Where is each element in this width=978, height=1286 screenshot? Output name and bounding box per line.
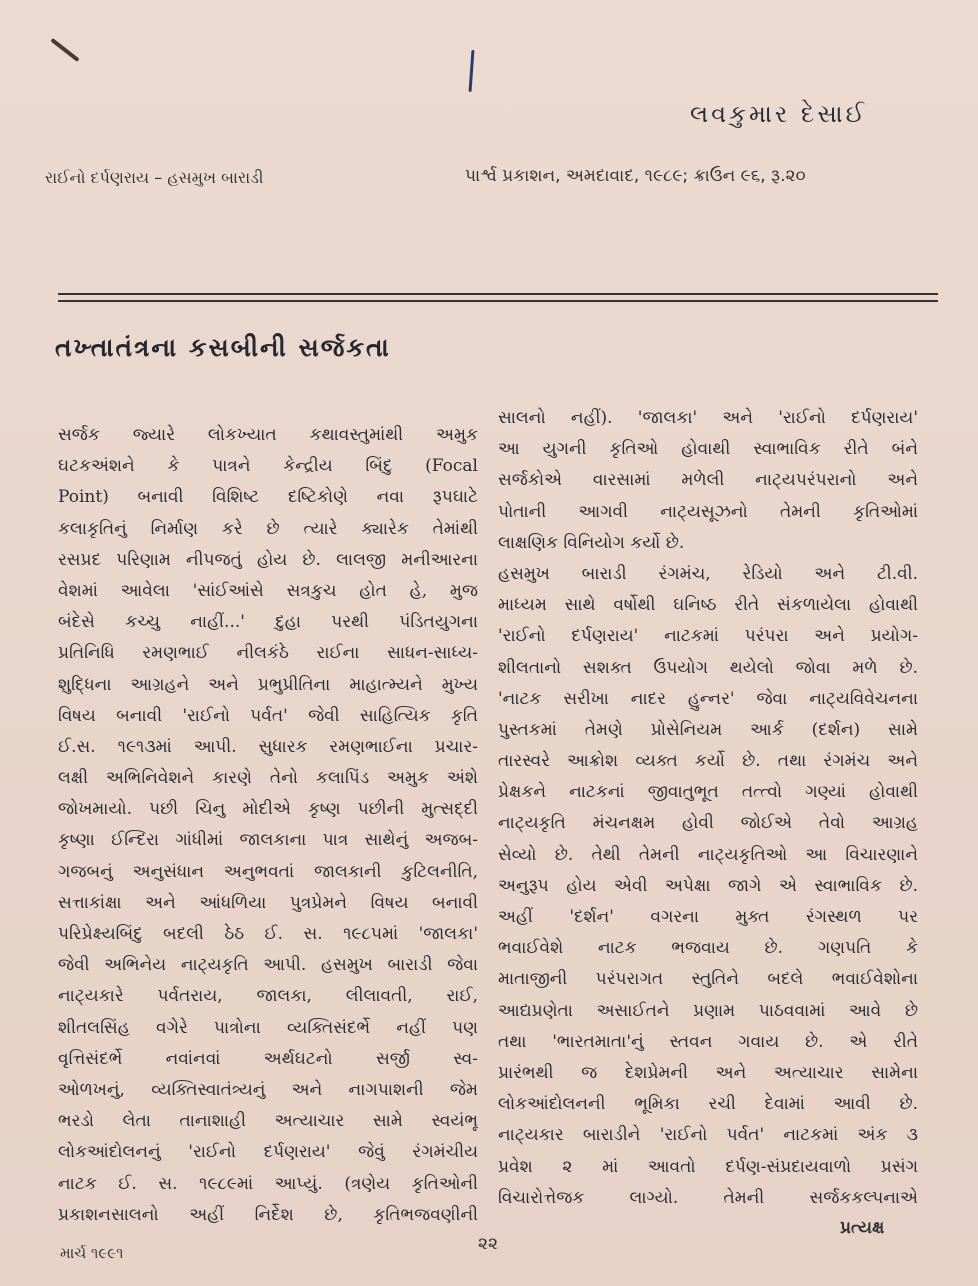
text-line: Point) બનાવી વિશિષ્ટ દષ્ટિકોણે નવા રૂપઘાટે [58, 487, 478, 508]
text-line: લોકઆંદોલનની ભૂમિકા રચી દેવામાં આવી છે. [498, 1094, 918, 1115]
text-line: ભવાઈવેશે નાટક ભજવાય છે. ગણપતિ કે [498, 938, 918, 959]
text-line: પ્રવેશ ૨ માં આવતો દર્પણ-સંપ્રદાયવાળો પ્રસંગ [498, 1156, 918, 1177]
text-line: અનુરૂપ હોય એવી અપેક્ષા જાગે એ સ્વાભાવિક છે. [498, 875, 918, 896]
text-line: લાક્ષણિક વિનિયોગ કર્યો છે. [498, 532, 685, 553]
text-line: ઘટકઅંશને કે પાત્રને કેન્દ્રીય બિંદુ (Focal [58, 456, 478, 477]
text-line: નાટ્યકાર બારાડીને 'રાઈનો પર્વત' નાટકમાં અંક ૩ [498, 1125, 918, 1146]
text-line: પુસ્તકમાં તેમણે પ્રોસેનિયમ આર્ક (દર્શન) સામે [498, 719, 918, 740]
book-title: રાઈનો દર્પણરાય – હસમુખ બારાડી [45, 168, 264, 187]
text-line: વિષય બનાવી 'રાઈનો પર્વત' જેવી સાહિત્યિક કૃતિ [58, 705, 478, 726]
text-line: સર્જકોએ વારસામાં મળેલી નાટ્યપરંપરાનો અને [498, 470, 918, 491]
text-line: 'નાટક સરીખા નાદર હુન્નર' જેવા નાટ્યવિવેચનના [498, 688, 918, 709]
text-line: વેશમાં આવેલા 'સાંઈઆંસે સત્રકુચ હોત હે, મુજ [58, 580, 478, 601]
divider-rule-top [58, 293, 938, 295]
text-line: 'રાઈનો દર્પણરાય' નાટકમાં પરંપરા અને પ્રયોગ- [498, 626, 918, 647]
text-line: નાટ્યકારે પર્વતરાય, જાલકા, લીલાવતી, રાઈ, [58, 986, 478, 1007]
page-number: ૨૨ [478, 1234, 498, 1254]
article-heading: તખ્તાતંત્રના કસબીની સર્જકતા [55, 333, 391, 362]
text-line: વિચારોત્તેજક લાગ્યો. તેમની સર્જકકલ્પનાએ [498, 1187, 918, 1208]
text-line: કૃષ્ણા ઈન્દિરા ગાંધીમાં જાલકાના પાત્ર સાથેનું અજબ- [58, 830, 478, 851]
text-line: પોતાની આગવી નાટ્યસૂઝનો તેમની કૃતિઓમાં [498, 501, 918, 522]
text-line: શીતલસિંહ વગેરે પાત્રોના વ્યક્તિસંદર્ભે નહીં પણ [58, 1017, 478, 1038]
text-line: તારસ્વરે આક્રોશ વ્યક્ત કર્યો છે. તથા રંગમંચ અને [498, 751, 918, 772]
text-line: પ્રેક્ષકને નાટકનાં જીવાતુભૂત તત્ત્વો ગણ્યાં હોવાથી [498, 782, 918, 803]
text-line: શુદ્ધિના આગ્રહને અને પ્રભુપ્રીતિના માહાત્મ્યને મુખ્ય [58, 674, 478, 695]
text-line: હસમુખ બારાડી રંગમંચ, રેડિયો અને ટી.વી. [498, 563, 918, 584]
right-column [498, 403, 918, 1214]
text-line: લોકઆંદોલનનું 'રાઈનો દર્પણરાય' જેવું રંગમંચીય [58, 1142, 478, 1163]
text-line: માધ્યમ સાથે વર્ષોથી ઘનિષ્ઠ રીતે સંકળાયેલા હોવાથી [498, 595, 918, 616]
author-name: લવકુમાર દેસાઈ [690, 100, 868, 128]
text-line: જોખમાયો. પછી ચિનુ મોદીએ કૃષ્ણ પછીની મુત્સદ્દી [58, 799, 478, 820]
text-line: પ્રારંભથી જ દેશપ્રેમની અને અત્યાચાર સામેના [498, 1062, 918, 1083]
text-line: નાટ્યકૃતિ મંચનક્ષમ હોવી જોઈએ તેવો આગ્રહ [498, 813, 918, 834]
text-line: નાટક ઈ. સ. ૧૯૮૯માં આપ્યું. (ત્રણેય કૃતિઓની [58, 1173, 478, 1194]
text-line: કલાકૃતિનું નિર્માણ કરે છે ત્યારે ક્યારેક તેમાંથી [58, 518, 478, 539]
footer-date: માર્ચ ૧૯૯૧ [60, 1244, 124, 1262]
text-line: સેવ્યો છે. તેથી તેમની નાટ્યકૃતિઓ આ વિચારણાને [498, 844, 918, 865]
text-line: અહીં 'દર્શન' વગરના મુક્ત રંગસ્થળ પર [498, 907, 918, 927]
text-line: પ્રકાશનસાલનો અહીં નિર્દેશ છે, કૃતિભજવણીની [58, 1204, 478, 1225]
text-line: તથા 'ભારતમાતા'નું સ્તવન ગવાય છે. એ રીતે [498, 1031, 918, 1052]
text-line: વૃત્તિસંદર્ભે નવાંનવાં અર્થઘટનો સર્જી સ્વ- [58, 1048, 478, 1069]
text-line: શીલતાનો સશક્ત ઉપયોગ થયેલો જોવા મળે છે. [498, 657, 918, 678]
text-line: સત્તાકાંક્ષા અને આંધળિયા પુત્રપ્રેમને વિષય બનાવી [58, 892, 478, 913]
text-line: ગજબનું અનુસંધાન અનુભવતાં જાલકાની કુટિલનીતિ, [58, 861, 478, 882]
magazine-name: પ્રત્યક્ષ [840, 1218, 885, 1238]
left-column [58, 420, 478, 1231]
text-line: ઓળખનું, વ્યક્તિસ્વાતંત્ર્યનું અને નાગપાશની જેમ [58, 1079, 478, 1100]
text-line: ઈ.સ. ૧૯૧૩માં આપી. સુધારક રમણભાઈના પ્રચાર- [58, 736, 478, 757]
text-line: પરિપ્રેક્ષ્યબિંદુ બદલી ઠેઠ ઈ. સ. ૧૯૮૫માં 'જાલકા' [58, 924, 478, 944]
text-line: બંદેસે કચ્ચુ નાહીં...' દુહા પરથી પંડિતયુગના [58, 612, 478, 633]
text-line: આદ્યપ્રણેતા અસાઈતને પ્રણામ પાઠવવામાં આવે છે [498, 1000, 918, 1021]
pen-mark [469, 50, 475, 92]
text-line: માતાજીની પરંપરાગત સ્તુતિને બદલે ભવાઈવેશોના [498, 969, 918, 990]
staple-mark [50, 38, 79, 62]
text-line: સાલનો નહીં). 'જાલકા' અને 'રાઈનો દર્પણરાય' [498, 408, 918, 428]
text-line: આ યુગની કૃતિઓ હોવાથી સ્વાભાવિક રીતે બંને [498, 439, 918, 460]
text-line: સર્જક જ્યારે લોકખ્યાત કથાવસ્તુમાંથી અમુક [58, 425, 478, 445]
text-line: લક્ષી અભિનિવેશને કારણે તેનો કલાપિંડ અમુક અંશે [58, 768, 478, 789]
text-line: પ્રતિનિધિ રમણભાઈ નીલકંઠે રાઈના સાધન-સાધ્ય- [58, 643, 478, 664]
divider-rule-bottom [58, 300, 938, 302]
text-line: જેવી અભિનેય નાટ્યકૃતિ આપી. હસમુખ બારાડી જેવા [58, 955, 478, 976]
text-line: રસપ્રદ પરિણામ નીપજતું હોય છે. લાલજી મનીઆરના [58, 549, 478, 570]
text-line: ભરડો લેતા તાનાશાહી અત્યાચાર સામે સ્વયંભૂ [58, 1111, 478, 1132]
publication-info: પાર્શ્વ પ્રકાશન, અમદાવાદ, ૧૯૮૯; ક્રાઉન ૯૬, રૂ.૨૦ [465, 166, 806, 186]
